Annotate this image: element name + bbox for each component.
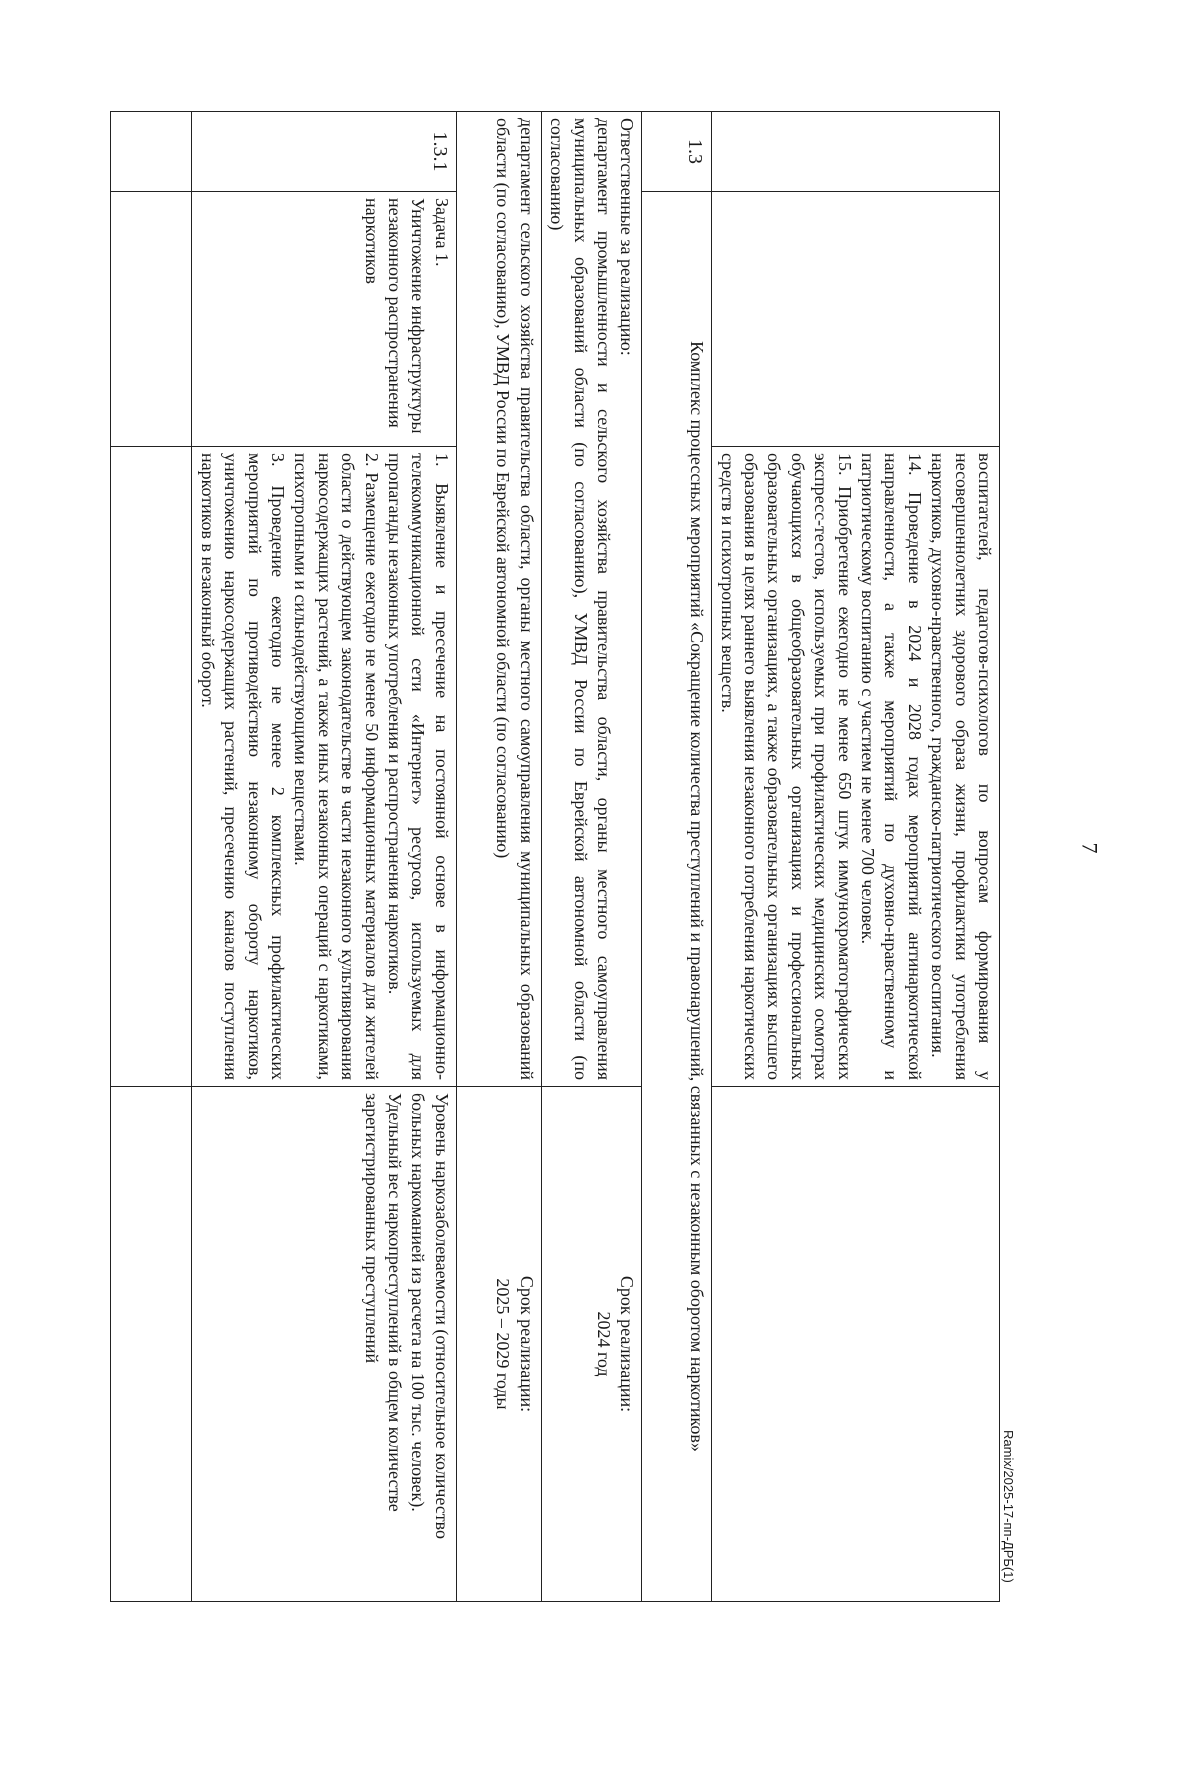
page-number: 7: [1077, 842, 1103, 854]
rotated-page-content: [110, 111, 1000, 1601]
period-2025-2029: Срок реализации: 2025 – 2029 годы: [456, 1087, 541, 1602]
section-title: Комплекс процессных мероприятий «Сокращение количества преступлений и правонарушений, связанных с незаконным оборотом наркотиков»: [642, 192, 712, 1602]
table-row: [456, 112, 541, 1602]
table-row: [541, 112, 642, 1602]
task-name: Задача 1. Уничтожение инфраструктуры незаконного распространения наркотиков: [192, 192, 456, 447]
responsible-block-2025-2029: департамент сельского хозяйства правительства области, органы местного самоуправления муниципальных образований области (по согласованию), УМВД России по Еврейской автономной области (по согласованию): [456, 112, 541, 1087]
measures-continuation: воспитателей, педагогов-психологов по вопросам формирования у несовершеннолетних здорового образа жизни, профилактики употребления наркотиков, духовно-нравственного, гражданско-патриотического воспитания. 14. Проведение в 2024 и 2028 годах мероприятий антинаркотической направленности, а также мероприятий по духовно-нравственному и патриотическому воспитанию с участием не менее 700 человек. 15. Приобретение ежегодно не менее 650 штук иммунохроматографических экспресс-тестов, используемых при профилактических медицинских осмотрах обучающихся в общеобразовательных организациях и профессиональных образовательных организациях, а также образовательных организациях высшего образования в целях раннего выявления незаконного потребления наркотических средств и психотропных веществ.: [712, 447, 1000, 1087]
empty-cell: [111, 447, 192, 1087]
empty-cell: [712, 112, 1000, 192]
document-code: Ramix/2025-17-пп-ДРБ(1): [1001, 1430, 1016, 1583]
table-row: [192, 112, 456, 1602]
empty-cell: [111, 1087, 192, 1602]
task-indicators: Уровень наркозаболеваемости (относительное количество больных наркоманией из расчета на 100 тыс. человек). Удельный вес наркопреступлений в общем количестве зарегистрированных преступлений: [192, 1087, 456, 1602]
table-row: [111, 112, 192, 1602]
task-results: 1. Выявление и пресечение на постоянной основе в информационно-телекоммуникационной сети «Интернет» ресурсов, используемых для пропаганды незаконных употребления и распространения наркотиков. 2. Размещение ежегодно не менее 50 информационных материалов для жителей области о действующем законодательстве в части незаконного культивирования наркосодержащих растений, а также иных незаконных операций с наркотиками, психотропными и сильнодействующими веществами. 3. Проведение ежегодно не менее 2 комплексных профилактических мероприятий по противодействию незаконному обороту наркотиков, уничтожению наркосодержащих растений, пресечению каналов поступления наркотиков в незаконный оборот.: [192, 447, 456, 1087]
task-number: 1.3.1: [192, 112, 456, 192]
empty-cell: [111, 192, 192, 447]
responsible-block-2024: Ответственные за реализацию: департамент промышленности и сельского хозяйства правительства области, органы местного самоуправления муниципальных образований области (по согласованию), УМВД России по Еврейской автономной области (по согласованию): [541, 112, 642, 1087]
empty-cell: [111, 112, 192, 192]
period-2024: Срок реализации: 2024 год: [541, 1087, 642, 1602]
table-row: [712, 112, 1000, 1602]
section-number: 1.3: [642, 112, 712, 192]
table-row: [642, 112, 712, 1602]
empty-cell: [712, 1087, 1000, 1602]
empty-cell: [712, 192, 1000, 447]
program-table: [110, 111, 1000, 1602]
